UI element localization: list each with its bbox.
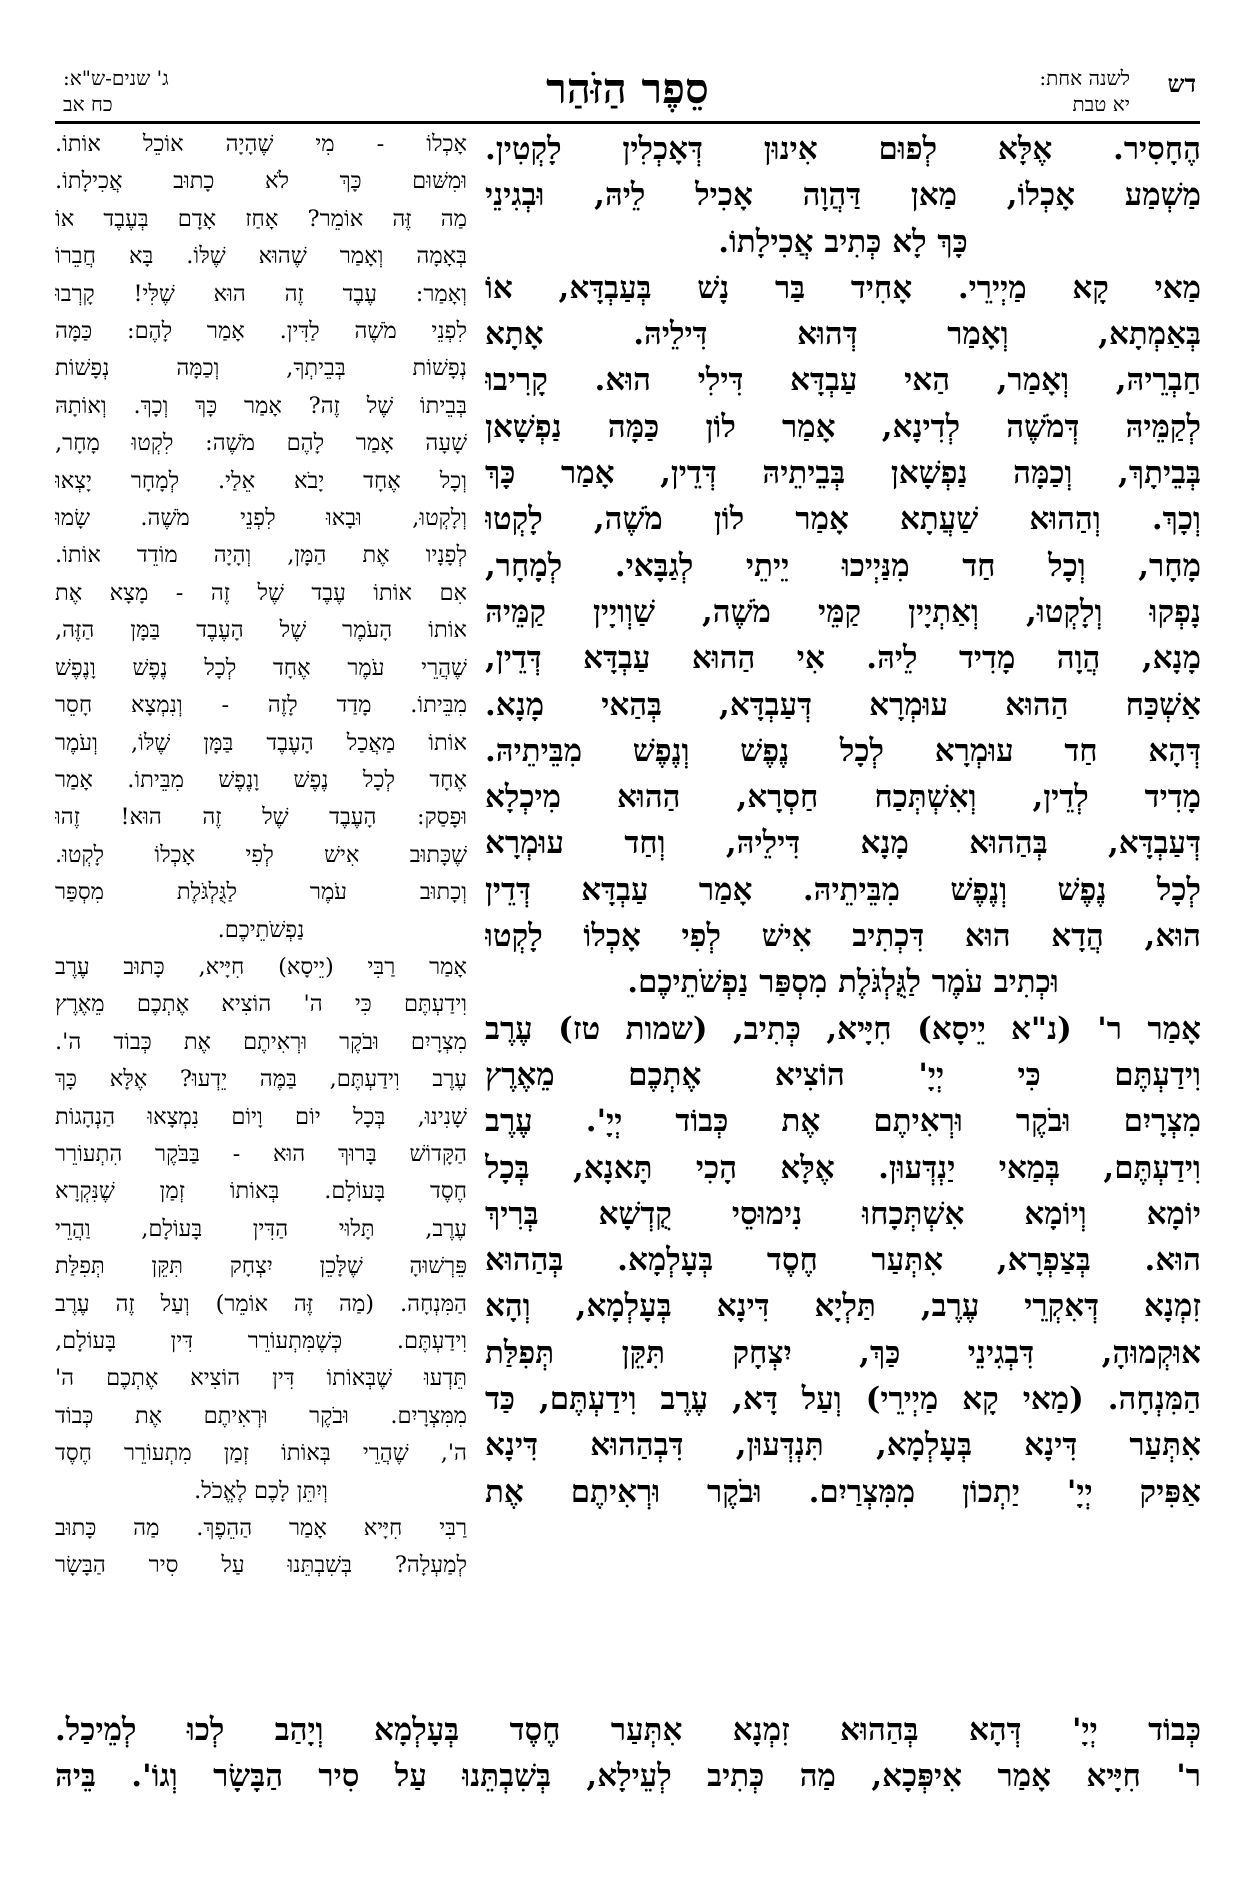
commentary-line: בְּאָמָה וְאָמַר שֶׁהוּא שֶׁלּוֹ. בָּא חֲבֵרוֹ bbox=[55, 243, 467, 270]
bottom-text-line: ר' חִיָּיא אָמַר אִיפְּכָא, מַה כְּתִיב לְעֵילָא, בְּשִׁבְתֵּנוּ עַל סִיר הַבָּשָׂר וְגוֹ'. בֵּיהּ bbox=[55, 1758, 1201, 1794]
bottom-text bbox=[55, 1707, 1201, 1799]
commentary-line: אִם אוֹתוֹ עֶבֶד שֶׁל זֶה - מָצָא אֶת bbox=[55, 579, 467, 606]
main-text-line: אוּקְמוּהָ, דִּבְגִינֵי כַּךְ, יִצְחָק תִּקֵּן תְּפִלַּת bbox=[485, 1334, 1201, 1371]
schedule-one-year-date: יא טבת bbox=[1072, 92, 1130, 116]
main-text-line: לְכָל נֶפֶשׁ וְנֶפֶשׁ מִבֵּיתֵיהּ. אָמַר עַבְדָּא דְּדֵין bbox=[485, 871, 1201, 908]
main-text-line: אַפִּיק יְיָ' יַתְכוֹן מִמִּצְרַיִם. וּבֹקֶר וּרְאִיתֶם אֶת bbox=[485, 1473, 1201, 1510]
commentary-line: חֶסֶד בָּעוֹלָם. בְּאוֹתוֹ זְמַן שֶׁנִּקְרָא bbox=[55, 1178, 467, 1205]
commentary-line: עֶרֶב וִידַעְתֶּם, בַּמֶּה יֵדְעוּ? אֶלָּא כָּךְ bbox=[55, 1066, 467, 1093]
main-text-line: וִידַעְתֶּם, בְּמַאי יַנְדְּעוּן. אֶלָּא הָכִי תָּאנָא, בְּכָל bbox=[485, 1149, 1201, 1186]
schedule-one-year: לשנה אחת: bbox=[1039, 66, 1130, 90]
main-text-line: הוּא. בְּצַפְרָא, אִתְּעַר חֶסֶד בְּעָלְמָא. בְּהַהוּא bbox=[485, 1242, 1201, 1279]
main-text-line: הַמִּנְחָה. (מַאי קָא מַיְירֵי) וְעַל דָּא, עֶרֶב וִידַעְתֶּם, כַּד bbox=[485, 1381, 1201, 1418]
main-text-line: מַאי קָא מַיְירֵי. אָחִיד בַּר נָשׁ בְּעַבְדָּא, אוֹ bbox=[485, 269, 1201, 306]
commentary-line: אָמַר רַבִּי (יֵיסָא) חִיָּיא, כָּתוּב עֶרֶב bbox=[55, 953, 467, 980]
main-text-line: וּכְתִיב עֹמֶר לַגֻּלְגֹּלֶת מִסְפַּר נַפְשֹׁתֵיכֶם. bbox=[627, 964, 1059, 1001]
commentary-line: רַבִּי חִיָּיא אָמַר הַהֵפֶךְ. מַה כָּתוּב bbox=[55, 1515, 467, 1542]
main-text-line: דְּהָא חַד עוּמְרָא לְכָל נֶפֶשׁ וְנֶפֶשׁ מִבֵּיתֵיהּ. bbox=[485, 732, 1201, 769]
bottom-text-line: כְּבוֹד יְיָ' דְּהָא בְּהַהוּא זִמְנָא אִתְּעַר חֶסֶד בְּעָלְמָא וְיָהַב לְכוּ לְמֵיכַל. bbox=[55, 1712, 1201, 1748]
main-text-line: חַבְרֵיהּ, וְאָמַר, הַאי עַבְדָּא דִּילִי הוּא. קָרִיבוּ bbox=[485, 362, 1201, 399]
commentary-line: מִבֵּיתוֹ. מָדַד לָזֶה - וְנִמְצָא חָסֵר bbox=[55, 692, 467, 719]
main-text-line: נָפְקוּ וְלָקְטוּ, וְאַתְיָין קַמֵּי מֹשֶׁה, שַׁוְויָין קַמֵּיהּ bbox=[485, 593, 1201, 630]
commentary-line: לְמַעְלָה? בְּשִׁבְתֵּנוּ עַל סִיר הַבָּשָׂר bbox=[55, 1552, 467, 1579]
main-text-line: כָּךְ לָא כְּתִיב אֲכִילָתוֹ. bbox=[718, 223, 968, 260]
main-text-line: אִתְּעַר דִּינָא בְּעָלְמָא, תִּנְדְּעוּן, דִּבְהַהוּא דִּינָא bbox=[485, 1427, 1201, 1464]
main-text-line: מָחָר, וְכָל חַד מִנַּיְיכוּ יֵיתֵי לְגַבָּאי. לְמָחָר, bbox=[485, 547, 1201, 584]
schedule-three-years: ג' שנים-ש"א: bbox=[63, 66, 169, 90]
commentary-line: וְכָתוּב עֹמֶר לַגֻּלְגֹּלֶת מִסְפַּר bbox=[55, 879, 467, 906]
main-text-line: אָמַר ר' (נ"א יֵיסָא) חִיָּיא, כְּתִיב, (שמות טז) עֶרֶב bbox=[485, 1010, 1201, 1047]
commentary-line: ה', שֶׁהֲרֵי בְּאוֹתוֹ זְמַן מִתְעוֹרֵר חֶסֶד bbox=[55, 1440, 467, 1467]
commentary-line: וִידַעְתֶּם כִּי ה' הוֹצִיא אֶתְכֶם מֵאֶרֶץ bbox=[55, 991, 467, 1018]
page-header bbox=[55, 64, 1200, 120]
main-text-line: זִמְנָא דְּאִקְרֵי עֶרֶב, תַּלְיָא דִּינָא בְּעָלְמָא, וְהָא bbox=[485, 1288, 1201, 1325]
main-text-line: וִידַעְתֶּם כִּי יְיָ' הוֹצִיא אֶתְכֶם מֵאֶרֶץ bbox=[485, 1056, 1201, 1093]
main-text-line: דְּעַבְדָּא, בְּהַהוּא מָנָא דִּילֵיהּ, וְחַד עוּמְרָא bbox=[485, 825, 1201, 862]
commentary-line: נַפְשֹׁתֵיכֶם. bbox=[217, 916, 305, 943]
commentary-line: וְאָמַר: עֶבֶד זֶה הוּא שֶׁלִּי! קָרְבוּ bbox=[55, 280, 467, 307]
commentary-line: אָכְלוֹ - מִי שֶׁהָיָה אוֹכֵל אוֹתוֹ. bbox=[55, 131, 467, 157]
commentary-line: וְלָקְטוּ, וּבָאוּ לִפְנֵי מֹשֶׁה. שָׂמוּ bbox=[55, 505, 467, 532]
commentary-line: וִידַעְתֶּם. כְּשֶׁמִּתְעוֹרֵר דִּין בָּעוֹלָם, bbox=[55, 1328, 467, 1354]
commentary-line: לִפְנֵי מֹשֶׁה לַדִּין. אָמַר לָהֶם: כַּמָּה bbox=[55, 318, 467, 345]
commentary-line: וּפָסַק: הָעֶבֶד שֶׁל זֶה הוּא! זֶהוּ bbox=[55, 804, 467, 831]
book-title: סֵפֶר הַזֹּהַר bbox=[546, 64, 709, 113]
main-text-line: בְּאַמְתָא, וְאָמַר דְּהוּא דִּילֵיהּ. אָתָא bbox=[485, 316, 1201, 353]
commentary-line: פֵּרְשׁוּהָ שֶׁלָּכֵן יִצְחָק תִּקֵּן תְּפִלַּת bbox=[55, 1253, 467, 1280]
commentary-line: מִצְרָיִם וּבֹקֶר וּרְאִיתֶם אֶת כְּבוֹד ה'. bbox=[55, 1028, 467, 1055]
commentary-line: מַה זֶּה אוֹמֵר? אָחַז אָדָם בְּעֶבֶד אוֹ bbox=[55, 205, 467, 232]
main-text-line: בְּבֵיתָךְ, וְכַמָּה נַפְשָׁאן בְּבֵיתֵיהּ דְּדֵין, אָמַר כָּךְ bbox=[485, 455, 1201, 492]
main-text-line: אַשְׁכַּח הַהוּא עוּמְרָא דְּעַבְדָּא, בְּהַאי מָנָא. bbox=[485, 686, 1201, 723]
commentary-line: אוֹתוֹ הָעֹמֶר שֶׁל הָעֶבֶד בַּמָּן הַזֶּה, bbox=[55, 617, 467, 644]
commentary-line: הַמִּנְחָה. (מַה זֶּה אוֹמֵר) וְעַל זֶה עֶרֶב bbox=[55, 1290, 467, 1317]
main-text-line: הֶחָסִיר. אֶלָּא לְפוּם אִינוּן דְּאָכְלִין לָקְטִין. bbox=[485, 131, 1201, 167]
main-text-line: מָנָא, הֲוָה מָדִיד לֵיהּ. אִי הַהוּא עַבְדָּא דְּדֵין, bbox=[485, 640, 1201, 677]
commentary-line: לְפָנָיו אֶת הַמָּן, וְהָיָה מוֹדֵד אוֹתוֹ. bbox=[55, 542, 467, 569]
main-text-line: מָדִיד לְדֵין, וְאִשְׁתְּכַח חַסְרָא, הַהוּא מִיכְלָא bbox=[485, 779, 1201, 816]
commentary-line: נְפָשׁוֹת בְּבֵיתְךָ, וְכַמָּה נְפָשׁוֹת bbox=[55, 355, 467, 382]
main-text-line: מִצְרָיִם וּבֹקֶר וּרְאִיתֶם אֶת כְּבוֹד יְיָ'. עֶרֶב bbox=[485, 1103, 1201, 1140]
main-text-line: יוֹמָא וְיוֹמָא אִשְׁתְּכָחוּ נִימוּסֵי קֻדְשָׁא בְּרִיךְ bbox=[485, 1195, 1201, 1232]
header-rule bbox=[55, 121, 1200, 124]
main-text-line: מַשְׁמַע אָכְלוֹ, מַאן דַּהֲוָה אָכִיל לֵיהּ, וּבְגִינֵי bbox=[485, 177, 1201, 214]
page-number: דש bbox=[1167, 69, 1196, 98]
commentary-line: מִמִּצְרָיִם. וּבֹקֶר וּרְאִיתֶם אֶת כְּבוֹד bbox=[55, 1402, 467, 1429]
commentary-line: שֶׁכָּתוּב אִישׁ לְפִי אָכְלוֹ לָקְטוּ. bbox=[55, 841, 467, 868]
commentary-line: אֶחָד לְכָל נֶפֶשׁ וָנֶפֶשׁ מִבֵּיתוֹ. אָמַר bbox=[55, 766, 467, 793]
main-text-line: הוּא, הֲדָא הוּא דִּכְתִיב אִישׁ לְפִי אָכְלוֹ לָקְטוּ bbox=[485, 918, 1201, 955]
commentary-line: עֶרֶב, תָּלוּי הַדִּין בָּעוֹלָם, וַהֲרֵי bbox=[55, 1215, 467, 1242]
commentary-column bbox=[55, 126, 467, 1585]
commentary-line: אוֹתוֹ מַאֲכַל הָעֶבֶד בַּמָּן שֶׁלּוֹ, וְעֹמֶר bbox=[55, 729, 467, 756]
main-text-line: וְכָךְ. וְהַהוּא שַׁעֲתָא אָמַר לוֹן מֹשֶׁה, לָקְטוּ bbox=[485, 501, 1201, 538]
commentary-line: תֵּדְעוּ שֶׁבְּאוֹתוֹ דִּין הוֹצִיא אֶתְכֶם ה' bbox=[55, 1365, 467, 1392]
commentary-line: וּמִשּׁוּם כָּךְ לֹא כָתוּב אֲכִילָתוֹ. bbox=[55, 168, 467, 195]
commentary-line: בְּבֵיתוֹ שֶׁל זֶה? אָמַר כָּךְ וְכָךְ. וְאוֹתָהּ bbox=[55, 392, 467, 419]
main-text-column bbox=[485, 126, 1201, 1515]
commentary-line: שֶׁהֲרֵי עֹמֶר אֶחָד לְכָל נֶפֶשׁ וָנֶפֶשׁ bbox=[55, 654, 467, 681]
commentary-line: הַקָּדוֹשׁ בָּרוּךְ הוּא - בַּבֹּקֶר הִתְעוֹרֵר bbox=[55, 1140, 467, 1167]
schedule-three-years-date: כח אב bbox=[63, 92, 113, 116]
commentary-line: שָׁנִינוּ, בְּכָל יוֹם וָיוֹם נִמְצָאוּ הַנְהָגוֹת bbox=[55, 1103, 467, 1130]
commentary-line: וְיִתֵּן לָכֶם לֶאֱכֹל. bbox=[194, 1477, 328, 1504]
commentary-line: וְכָל אֶחָד יָבֹא אֵלַי. לְמָחָר יָצְאוּ bbox=[55, 467, 467, 494]
commentary-line: שָׁעָה אָמַר לָהֶם מֹשֶׁה: לִקְטוּ מָחָר, bbox=[55, 430, 467, 457]
main-text-line: לְקַמֵּיהּ דְּמֹשֶׁה לְדִינָא, אָמַר לוֹן כַּמָּה נַפְשָׁאן bbox=[485, 408, 1201, 445]
